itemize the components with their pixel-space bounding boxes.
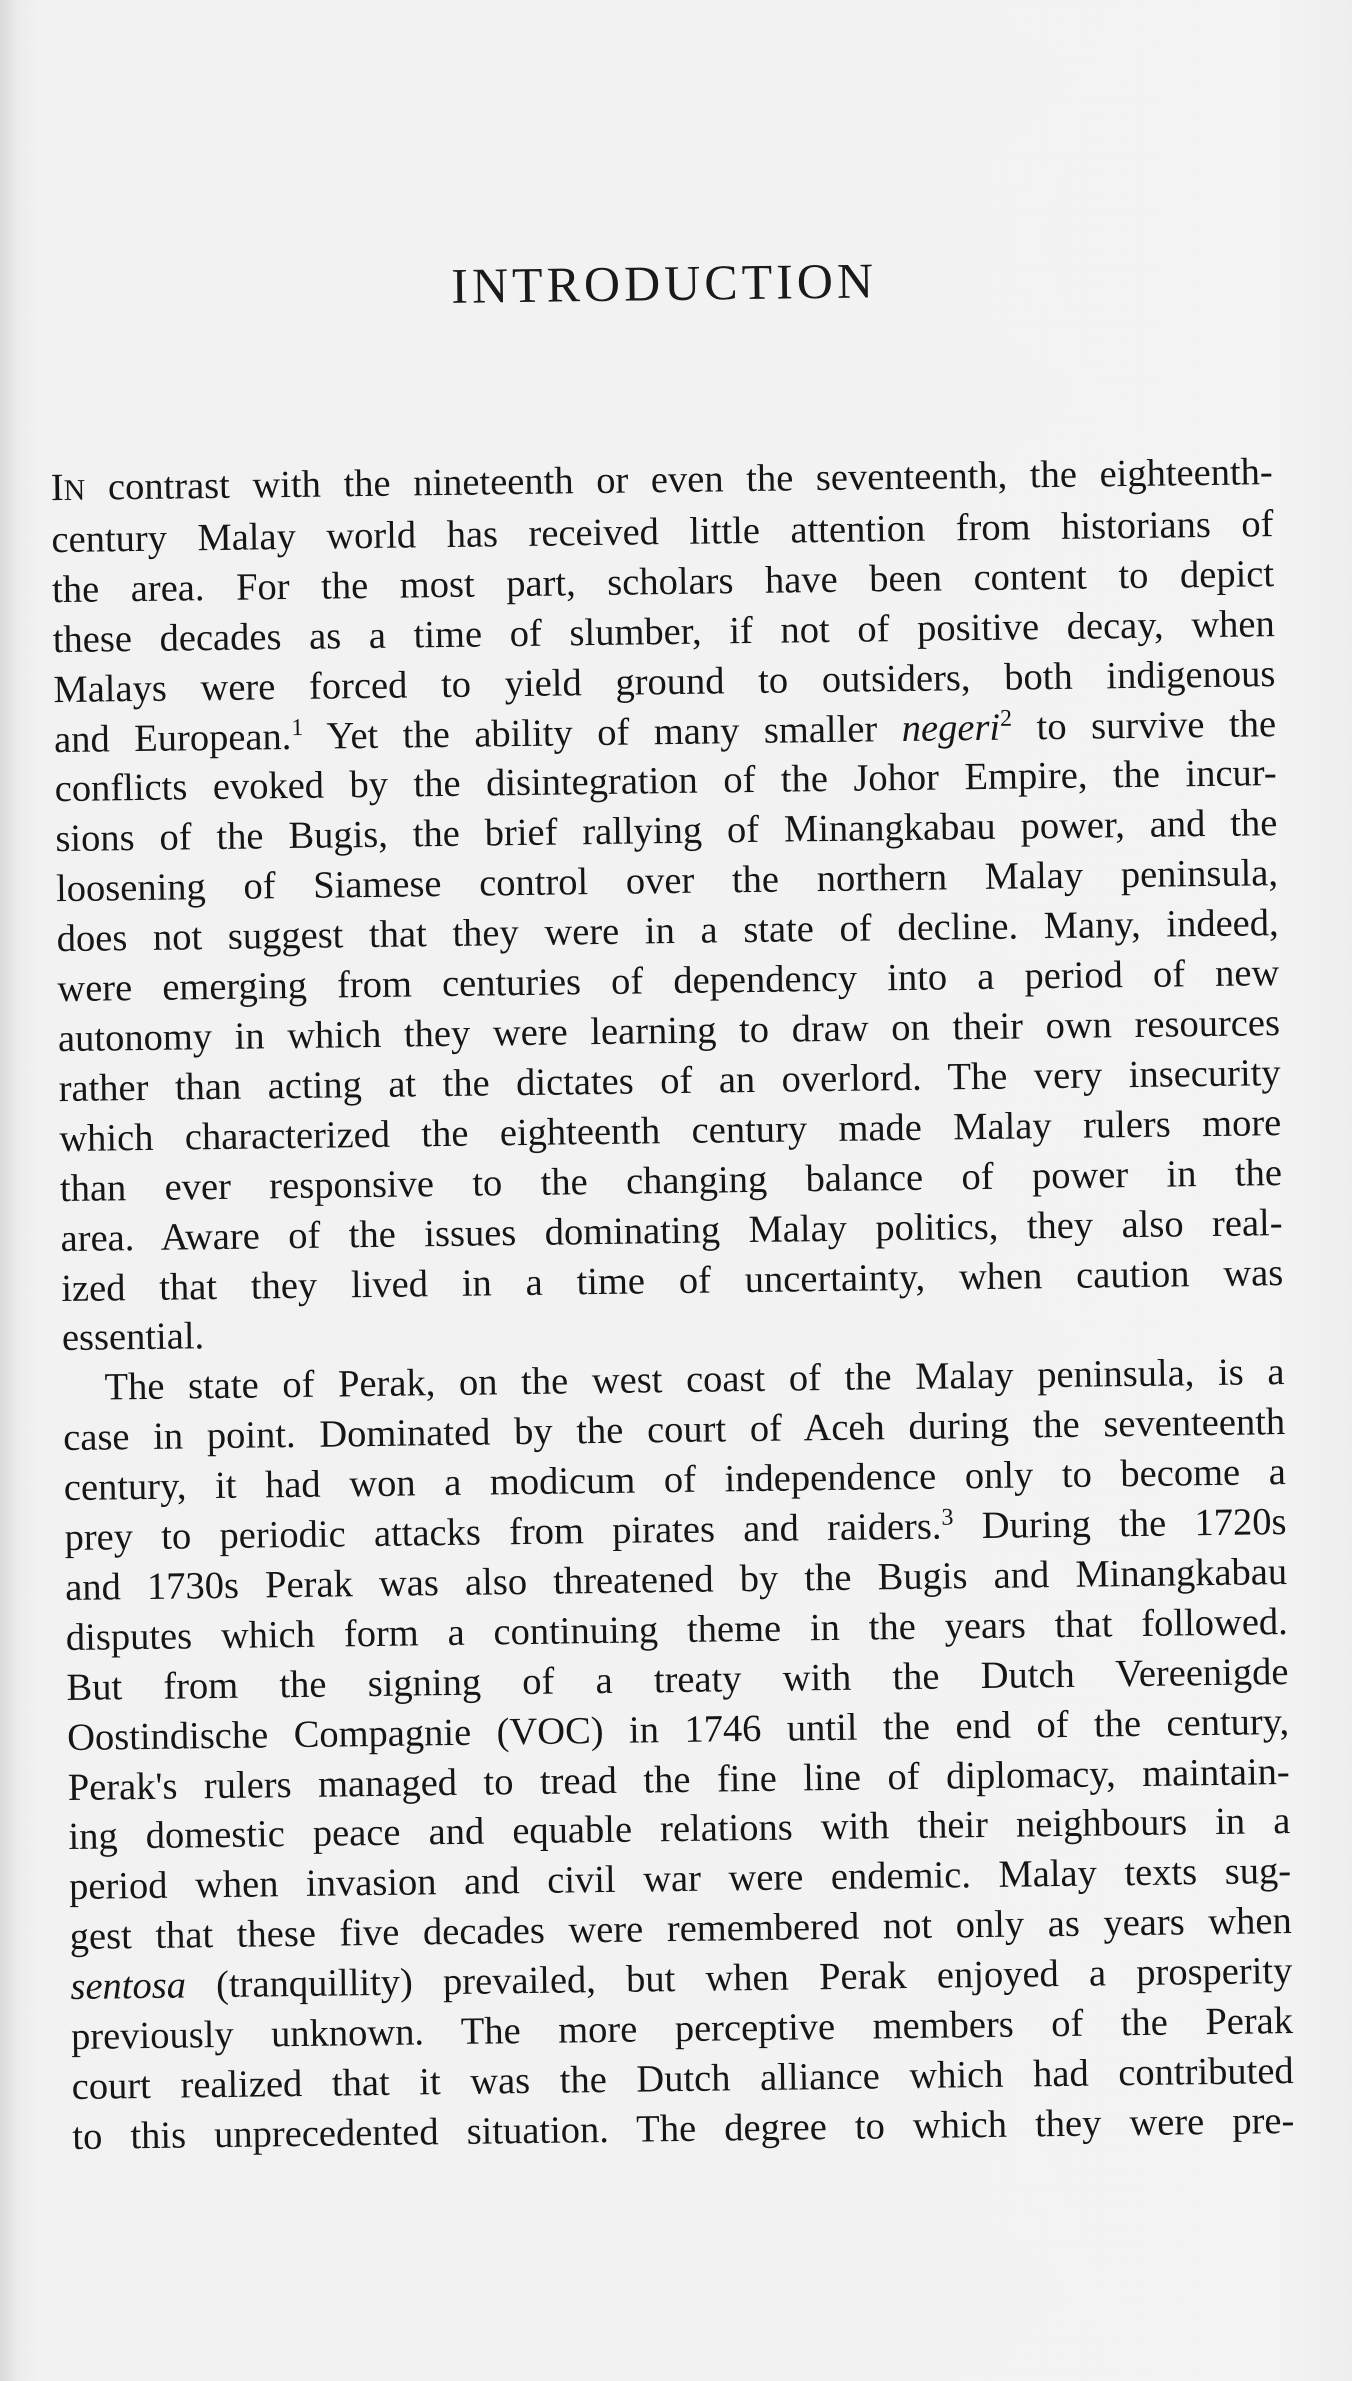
text-line: these decades as a time of slumber, if not of positive decay, when [52, 602, 1275, 661]
footnote-marker: 3 [941, 1504, 954, 1531]
italic-term: negeri [901, 706, 1001, 750]
text-line: rather than acting at the dictates of an overlord. The very insecurity [58, 1051, 1281, 1110]
text-line: area. Aware of the issues dominating Malay politics, they also real- [60, 1201, 1283, 1260]
text-segment: During the 1720s [953, 1501, 1287, 1548]
text-line: which characterized the eighteenth century made Malay rulers more [59, 1101, 1282, 1160]
text-line: the area. For the most part, scholars have been content to depict [51, 552, 1275, 611]
text-line: period when invasion and civil war were endemic. Malay texts sug- [68, 1850, 1292, 1909]
text-line: Perak's rulers managed to tread the fine line of diplomacy, maintain- [67, 1750, 1290, 1809]
footnote-marker: 1 [291, 714, 304, 741]
text-segment: Yet the ability of many smaller [303, 707, 903, 758]
text-line: gest that these five decades were remembered not only as years when [69, 1900, 1292, 1959]
footnote-marker: 2 [999, 705, 1013, 732]
text-line: century, it had won a modicum of independence only to become a [63, 1451, 1287, 1510]
text-line: autonomy in which they were learning to draw on their own resources [57, 1002, 1281, 1061]
paragraph-1 [50, 448, 1284, 1364]
text-line: century Malay world has received little attention from historians of [51, 503, 1274, 562]
text-line: ing domestic peace and equable relations with their neighbours in a [68, 1800, 1291, 1859]
text-line: were emerging from centuries of dependency into a period of new [57, 952, 1280, 1011]
chapter-heading: INTRODUCTION [450, 252, 878, 314]
text-line: previously unknown. The more perceptive members of the Perak [70, 2000, 1294, 2059]
text-line: than ever responsive to the changing balance of power in the [59, 1151, 1283, 1210]
text-line: loosening of Siamese control over the northern Malay peninsula, [55, 852, 1279, 911]
text-segment: and European. [53, 715, 292, 761]
text-line: Malays were forced to yield ground to outsiders, both indigenous [53, 652, 1276, 711]
text-line: to this unprecedented situation. The degree to which they were pre- [72, 2099, 1295, 2158]
small-caps-letter: N [63, 473, 86, 507]
body-text [50, 448, 1294, 2163]
italic-term: sentosa [70, 1964, 187, 2009]
text-segment: to survive the [1011, 702, 1277, 749]
drop-initial: I [50, 466, 64, 510]
text-segment: contrast with the nineteenth or even the seventeenth, the eighteenth- [85, 451, 1273, 509]
text-line: Oostindische Compagnie (VOC) in 1746 until the end of the century, [66, 1700, 1290, 1759]
text-segment: (tranquillity) prevailed, but when Perak enjoyed a prosperity [185, 1950, 1293, 2007]
text-line: and 1730s Perak was also threatened by the Bugis and Minangkabau [64, 1550, 1288, 1609]
text-line: sions of the Bugis, the brief rallying of Minangkabau power, and the [55, 802, 1278, 861]
text-line: disputes which form a continuing theme in the years that followed. [65, 1600, 1289, 1659]
text-line: ized that they lived in a time of uncertainty, when caution was [61, 1251, 1284, 1310]
text-line: does not suggest that they were in a state of decline. Many, indeed, [56, 902, 1279, 961]
text-line: The state of Perak, on the west coast of the Malay peninsula, is a [104, 1351, 1285, 1409]
text-line: essential. [61, 1315, 205, 1360]
text-line: case in point. Dominated by the court of Aceh during the seventeenth [62, 1401, 1286, 1460]
text-line: court realized that it was the Dutch alliance which had contributed [71, 2049, 1294, 2108]
paragraph-2 [62, 1348, 1294, 2162]
text-segment: prey to periodic attacks from pirates and raiders. [64, 1505, 942, 1560]
text-line: conflicts evoked by the disintegration of the Johor Empire, the incur- [54, 752, 1277, 811]
text-line: But from the signing of a treaty with the Dutch Vereenigde [66, 1650, 1289, 1709]
